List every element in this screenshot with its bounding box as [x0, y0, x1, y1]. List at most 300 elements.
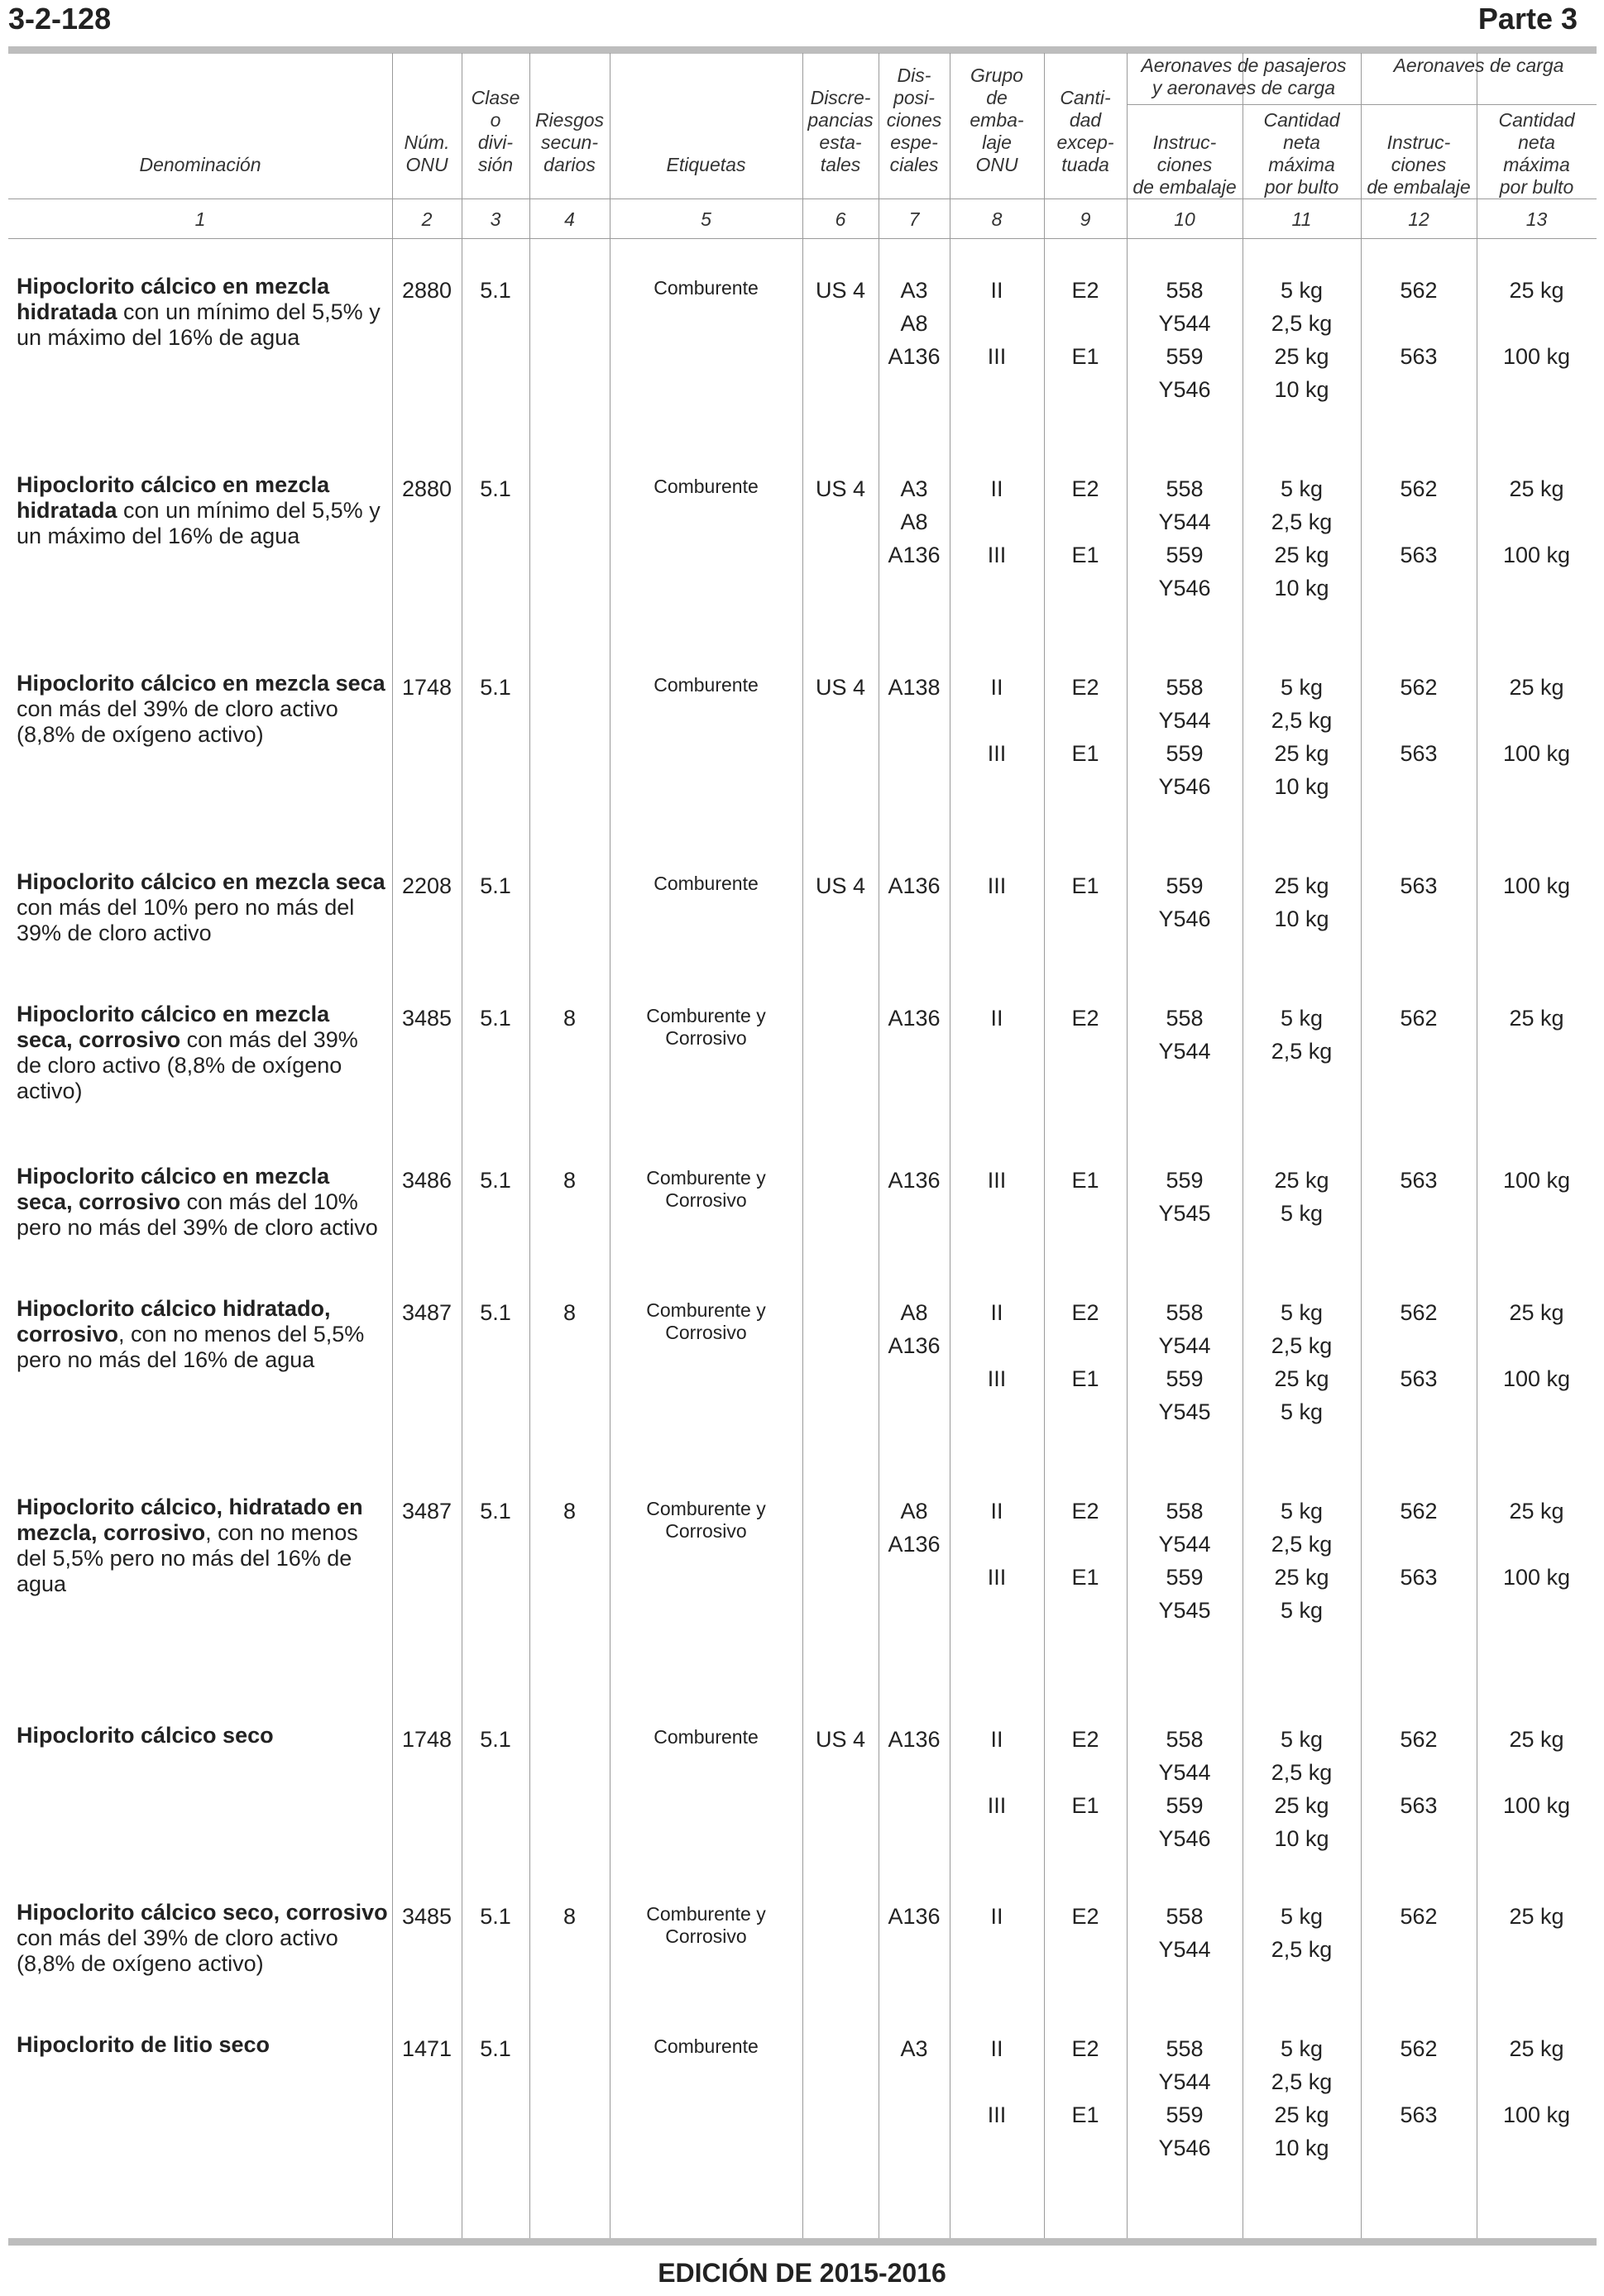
cargo-max-quantity: 100 kg: [1502, 1565, 1571, 1590]
denomination-cell: [8, 1870, 392, 2002]
passenger-packing-instruction-cell: [1127, 244, 1243, 442]
cargo-packing-instruction: 563: [1400, 344, 1438, 369]
secondary-risk-cell: [529, 442, 610, 641]
secondary-risk-cell: [529, 972, 610, 1134]
special-provision-cell: [879, 972, 950, 1134]
edition-footer: EDICIÓN DE 2015-2016: [658, 2258, 946, 2288]
cargo-packing-instruction: 563: [1400, 1793, 1438, 1818]
passenger-max-quantity-cell: [1243, 2002, 1361, 2184]
column-number: 3: [490, 208, 501, 230]
passenger-max-quantity: 5 kg: [1280, 1904, 1324, 1929]
class-division: 5.1: [480, 675, 511, 700]
cargo-max-quantity: [1477, 1594, 1597, 1627]
packing-group: [950, 1822, 1044, 1855]
special-provision: A8: [900, 1499, 928, 1523]
packing-group: II: [990, 1006, 1003, 1031]
state-variation: [802, 1495, 879, 1528]
excepted-quantity: [1044, 572, 1127, 605]
state-variation-cell: [802, 442, 879, 641]
packing-group: III: [987, 344, 1007, 369]
passenger-max-quantity: 5 kg: [1280, 1499, 1324, 1523]
page-part-label: Parte 3: [1477, 2, 1578, 36]
denomination-rest: con un mínimo del 5,5% y un máximo del 16% de agua: [17, 299, 381, 350]
onu-number: 3487: [401, 1499, 452, 1523]
state-variation: US 4: [815, 873, 866, 898]
cargo-packing-instruction: 562: [1400, 2036, 1438, 2061]
excepted-quantity: [1044, 1197, 1127, 1230]
cargo-max-quantity: 100 kg: [1502, 543, 1571, 567]
onu-number-cell: [392, 244, 462, 442]
excepted-quantity: E1: [1071, 873, 1099, 898]
class-division-cell: [462, 1465, 529, 1693]
denomination-rest: con más del 39% de cloro activo (8,8% de oxígeno activo): [17, 1925, 338, 1976]
packing-group: III: [987, 1366, 1007, 1391]
passenger-max-quantity-cell: [1243, 1266, 1361, 1465]
onu-number: 1748: [401, 1727, 452, 1752]
passenger-max-quantity-cell: [1243, 244, 1361, 442]
passenger-packing-instruction-cell: [1127, 1465, 1243, 1693]
excepted-quantity: E2: [1071, 2036, 1099, 2061]
cargo-packing-instruction-cell: [1361, 244, 1477, 442]
packing-group: [950, 1594, 1044, 1627]
passenger-packing-instruction-cell: [1127, 1134, 1243, 1266]
passenger-max-quantity-cell: [1243, 972, 1361, 1134]
passenger-max-quantity-cell: [1243, 1870, 1361, 2002]
excepted-quantity: [1044, 2065, 1127, 2098]
cargo-max-quantity-cell: [1477, 244, 1597, 442]
excepted-quantity: E1: [1071, 543, 1099, 567]
denomination-cell: [8, 2002, 392, 2184]
excepted-quantity-cell: [1044, 1134, 1127, 1266]
denomination-bold: Hipoclorito de litio seco: [17, 2032, 271, 2057]
passenger-packing-instruction: Y544: [1158, 509, 1211, 534]
packing-group: III: [987, 1793, 1007, 1818]
passenger-packing-instruction: 558: [1166, 675, 1204, 700]
excepted-quantity: E2: [1071, 1904, 1099, 1929]
packing-group-cell: [950, 1266, 1044, 1465]
cargo-max-quantity-cell: [1477, 1870, 1597, 2002]
denomination-rest: , con no menos del 5,5% pero no más del 16% de agua: [17, 1322, 365, 1372]
passenger-packing-instruction: 558: [1166, 476, 1204, 501]
passenger-max-quantity: 2,5 kg: [1271, 1333, 1333, 1358]
labels-cell: [610, 641, 802, 839]
passenger-packing-instruction: Y545: [1158, 1201, 1211, 1226]
cargo-max-quantity: 100 kg: [1502, 741, 1571, 766]
secondary-risk-cell: [529, 839, 610, 972]
class-division: 5.1: [480, 1006, 511, 1031]
bottom-rule: [8, 2238, 1597, 2246]
excepted-quantity: [1044, 902, 1127, 935]
passenger-packing-instruction: Y544: [1158, 708, 1211, 733]
onu-number: 3486: [401, 1168, 452, 1193]
header-group-carga: Aeronaves de carga: [1393, 55, 1564, 76]
special-provision: [879, 1789, 950, 1822]
header-discrepancias: Discre- pancias esta- tales: [807, 87, 874, 175]
denomination-cell: [8, 244, 392, 442]
passenger-packing-instruction: Y546: [1158, 1826, 1211, 1851]
class-division-cell: [462, 1870, 529, 2002]
denomination-rest: con más del 10% pero no más del 39% de cloro activo: [17, 895, 355, 945]
packing-group: II: [990, 278, 1003, 303]
onu-number-cell: [392, 1693, 462, 1870]
onu-number: 1471: [401, 2036, 452, 2061]
passenger-packing-instruction: 559: [1166, 1168, 1204, 1193]
passenger-packing-instruction-cell: [1127, 972, 1243, 1134]
excepted-quantity-cell: [1044, 1266, 1127, 1465]
onu-number-cell: [392, 839, 462, 972]
secondary-risk-cell: [529, 1465, 610, 1693]
passenger-max-quantity: 25 kg: [1274, 2102, 1329, 2127]
labels-cell: [610, 1134, 802, 1266]
passenger-max-quantity: 25 kg: [1274, 1168, 1329, 1193]
header-divider: [8, 238, 1597, 239]
secondary-risk-cell: [529, 641, 610, 839]
denomination-bold: Hipoclorito cálcico en mezcla hidratada: [17, 274, 330, 324]
passenger-max-quantity: 2,5 kg: [1271, 311, 1333, 336]
cargo-packing-instruction: 562: [1400, 1727, 1438, 1752]
special-provision-cell: [879, 641, 950, 839]
denomination-cell: [8, 1266, 392, 1465]
table-row: [8, 1465, 1597, 1693]
excepted-quantity-cell: [1044, 2002, 1127, 2184]
secondary-risk: [529, 1723, 610, 1756]
packing-group: II: [990, 675, 1003, 700]
packing-group: II: [990, 1300, 1003, 1325]
packing-group: II: [990, 476, 1003, 501]
denomination-bold: Hipoclorito cálcico hidratado, corrosivo: [17, 1296, 331, 1347]
excepted-quantity-cell: [1044, 244, 1127, 442]
class-division: 5.1: [480, 1168, 511, 1193]
secondary-risk: [529, 2032, 610, 2065]
excepted-quantity: E2: [1071, 278, 1099, 303]
excepted-quantity: [1044, 1594, 1127, 1627]
cargo-packing-instruction: [1361, 1933, 1477, 1966]
cargo-packing-instruction: [1361, 1756, 1477, 1789]
cargo-packing-instruction: 562: [1400, 278, 1438, 303]
cargo-packing-instruction-cell: [1361, 1870, 1477, 2002]
cargo-max-quantity: [1477, 902, 1597, 935]
packing-group: [950, 902, 1044, 935]
header-denominacion: Denominación: [139, 154, 261, 175]
denomination-cell: [8, 1465, 392, 1693]
onu-number: 3485: [401, 1006, 452, 1031]
denomination-rest: con más del 10% pero no más del 39% de cloro activo: [17, 1189, 378, 1240]
cargo-packing-instruction: 563: [1400, 543, 1438, 567]
cargo-packing-instruction: [1361, 307, 1477, 340]
cargo-max-quantity: [1477, 505, 1597, 538]
class-division: 5.1: [480, 2036, 511, 2061]
cargo-max-quantity: 25 kg: [1509, 2036, 1564, 2061]
state-variation: [802, 1900, 879, 1933]
special-provision: [879, 1362, 950, 1395]
onu-number: 3487: [401, 1300, 452, 1325]
packing-group: [950, 505, 1044, 538]
table-row: [8, 1134, 1597, 1266]
special-provision: A136: [888, 1727, 941, 1752]
passenger-max-quantity: 5 kg: [1280, 1300, 1324, 1325]
excepted-quantity: E1: [1071, 1565, 1099, 1590]
excepted-quantity: [1044, 704, 1127, 737]
special-provision-cell: [879, 839, 950, 972]
special-provision: [879, 1561, 950, 1594]
passenger-max-quantity: 2,5 kg: [1271, 1937, 1333, 1962]
labels-cell: [610, 442, 802, 641]
packing-group-cell: [950, 244, 1044, 442]
special-provision-cell: [879, 1266, 950, 1465]
cargo-max-quantity-cell: [1477, 442, 1597, 641]
hazard-label: Comburente: [654, 277, 759, 299]
onu-number: 2880: [401, 278, 452, 303]
onu-number-cell: [392, 1465, 462, 1693]
passenger-max-quantity: 5 kg: [1280, 1399, 1324, 1424]
packing-group: III: [987, 873, 1007, 898]
special-provision-cell: [879, 1134, 950, 1266]
excepted-quantity: E2: [1071, 675, 1099, 700]
denomination-bold: Hipoclorito cálcico en mezcla seca: [17, 671, 385, 696]
state-variation-cell: [802, 1465, 879, 1693]
passenger-packing-instruction-cell: [1127, 1693, 1243, 1870]
column-number: 11: [1291, 208, 1312, 230]
cargo-packing-instruction-cell: [1361, 972, 1477, 1134]
excepted-quantity-cell: [1044, 1465, 1127, 1693]
special-provision: [879, 902, 950, 935]
passenger-max-quantity: 5 kg: [1280, 1006, 1324, 1031]
cargo-packing-instruction: [1361, 373, 1477, 406]
packing-group-cell: [950, 641, 1044, 839]
cargo-packing-instruction: 563: [1400, 741, 1438, 766]
cargo-packing-instruction: 563: [1400, 1168, 1438, 1193]
special-provision: A8: [900, 1300, 928, 1325]
special-provision: A136: [888, 1006, 941, 1031]
passenger-packing-instruction: Y546: [1158, 377, 1211, 402]
passenger-max-quantity: 10 kg: [1274, 576, 1329, 600]
column-number: 5: [701, 208, 711, 230]
labels-cell: [610, 839, 802, 972]
packing-group: [950, 704, 1044, 737]
special-provision: A136: [888, 543, 941, 567]
cargo-max-quantity: [1477, 1933, 1597, 1966]
packing-group: [950, 1197, 1044, 1230]
excepted-quantity: E2: [1071, 1006, 1099, 1031]
excepted-quantity: [1044, 1933, 1127, 1966]
onu-number-cell: [392, 2002, 462, 2184]
excepted-quantity-cell: [1044, 1693, 1127, 1870]
special-provision-cell: [879, 2002, 950, 2184]
class-division-cell: [462, 442, 529, 641]
secondary-risk: 8: [563, 1904, 577, 1929]
labels-cell: [610, 244, 802, 442]
passenger-max-quantity-cell: [1243, 641, 1361, 839]
special-provision: [879, 1756, 950, 1789]
passenger-max-quantity-cell: [1243, 1134, 1361, 1266]
passenger-max-quantity: 25 kg: [1274, 1565, 1329, 1590]
special-provision: A136: [888, 1904, 941, 1929]
packing-group: III: [987, 543, 1007, 567]
cargo-packing-instruction: [1361, 1329, 1477, 1362]
cargo-max-quantity: 100 kg: [1502, 344, 1571, 369]
excepted-quantity: E2: [1071, 476, 1099, 501]
passenger-packing-instruction: Y544: [1158, 311, 1211, 336]
passenger-packing-instruction: 559: [1166, 741, 1204, 766]
passenger-max-quantity: 10 kg: [1274, 906, 1329, 931]
cargo-max-quantity: [1477, 1197, 1597, 1230]
cargo-packing-instruction-cell: [1361, 839, 1477, 972]
special-provision: A8: [900, 311, 928, 336]
passenger-packing-instruction: Y544: [1158, 1039, 1211, 1064]
packing-group: [950, 2131, 1044, 2164]
special-provision: [879, 1822, 950, 1855]
passenger-max-quantity: 2,5 kg: [1271, 509, 1333, 534]
onu-number-cell: [392, 1266, 462, 1465]
cargo-max-quantity: 100 kg: [1502, 1366, 1571, 1391]
special-provision: [879, 704, 950, 737]
passenger-packing-instruction: Y545: [1158, 1598, 1211, 1623]
group-underline: [1127, 104, 1597, 105]
excepted-quantity: [1044, 2131, 1127, 2164]
passenger-max-quantity: 2,5 kg: [1271, 1039, 1333, 1064]
onu-number-cell: [392, 1870, 462, 2002]
excepted-quantity: [1044, 1329, 1127, 1362]
passenger-max-quantity: 25 kg: [1274, 741, 1329, 766]
denomination-bold: Hipoclorito cálcico, hidratado en mezcla, corrosivo: [17, 1495, 363, 1545]
special-provision-cell: [879, 1870, 950, 2002]
state-variation-cell: [802, 839, 879, 972]
packing-group: [950, 1933, 1044, 1966]
secondary-risk: 8: [563, 1499, 577, 1523]
state-variation: [802, 1002, 879, 1035]
denomination-rest: con más del 39% de cloro activo (8,8% de oxígeno activo): [17, 1027, 358, 1103]
denomination-bold: Hipoclorito cálcico en mezcla seca, corrosivo: [17, 1164, 330, 1214]
passenger-max-quantity: 5 kg: [1280, 1201, 1324, 1226]
cargo-packing-instruction: [1361, 1822, 1477, 1855]
cargo-packing-instruction: [1361, 770, 1477, 803]
packing-group-cell: [950, 839, 1044, 972]
labels-cell: [610, 1870, 802, 2002]
cargo-max-quantity: [1477, 704, 1597, 737]
cargo-packing-instruction: [1361, 2065, 1477, 2098]
class-division: 5.1: [480, 1499, 511, 1523]
cargo-max-quantity: 25 kg: [1509, 278, 1564, 303]
table-row: [8, 244, 1597, 442]
secondary-risk-cell: [529, 2002, 610, 2184]
denomination-bold: Hipoclorito cálcico en mezcla seca, corrosivo: [17, 1002, 330, 1052]
denomination-rest: con más del 39% de cloro activo (8,8% de oxígeno activo): [17, 696, 338, 747]
cargo-max-quantity: 25 kg: [1509, 1006, 1564, 1031]
cargo-max-quantity: 100 kg: [1502, 1168, 1571, 1193]
cargo-max-quantity: [1477, 1756, 1597, 1789]
cargo-max-quantity: [1477, 1035, 1597, 1068]
hazard-label: Comburente y Corrosivo: [646, 1005, 766, 1049]
excepted-quantity-cell: [1044, 442, 1127, 641]
passenger-packing-instruction: 559: [1166, 873, 1204, 898]
passenger-max-quantity: 2,5 kg: [1271, 708, 1333, 733]
secondary-risk: 8: [563, 1168, 577, 1193]
class-division-cell: [462, 839, 529, 972]
cargo-packing-instruction-cell: [1361, 1465, 1477, 1693]
cargo-max-quantity: 100 kg: [1502, 2102, 1571, 2127]
secondary-risk-cell: [529, 1266, 610, 1465]
excepted-quantity: E2: [1071, 1300, 1099, 1325]
cargo-packing-instruction: 562: [1400, 1499, 1438, 1523]
passenger-max-quantity-cell: [1243, 839, 1361, 972]
class-division: 5.1: [480, 278, 511, 303]
column-number: 13: [1525, 208, 1548, 230]
hazard-label: Comburente: [654, 873, 759, 894]
onu-number-cell: [392, 442, 462, 641]
special-provision: A136: [888, 1532, 941, 1557]
packing-group-cell: [950, 1465, 1044, 1693]
header-disposiciones: Dis- posi- ciones espe- ciales: [886, 65, 942, 175]
column-number: 2: [421, 208, 433, 230]
column-number: 10: [1174, 208, 1195, 230]
cargo-packing-instruction: [1361, 505, 1477, 538]
cargo-max-quantity: [1477, 2131, 1597, 2164]
cargo-packing-instruction-cell: [1361, 2002, 1477, 2184]
passenger-packing-instruction: 558: [1166, 1006, 1204, 1031]
cargo-packing-instruction: 563: [1400, 1565, 1438, 1590]
passenger-max-quantity: 5 kg: [1280, 476, 1324, 501]
header-riesgos: Riesgos secun- darios: [534, 109, 605, 175]
state-variation: US 4: [815, 1727, 866, 1752]
packing-group: [950, 1756, 1044, 1789]
packing-group-cell: [950, 2002, 1044, 2184]
packing-group-cell: [950, 1693, 1044, 1870]
passenger-packing-instruction: 559: [1166, 1366, 1204, 1391]
hazard-label: Comburente: [654, 674, 759, 696]
denomination-bold: Hipoclorito cálcico en mezcla hidratada: [17, 472, 330, 523]
onu-number-cell: [392, 1134, 462, 1266]
passenger-packing-instruction: Y544: [1158, 1937, 1211, 1962]
cargo-max-quantity: 100 kg: [1502, 1793, 1571, 1818]
cargo-max-quantity: 25 kg: [1509, 476, 1564, 501]
passenger-max-quantity: 2,5 kg: [1271, 2069, 1333, 2094]
cargo-packing-instruction-cell: [1361, 1134, 1477, 1266]
secondary-risk: [529, 472, 610, 505]
hazard-label: Comburente: [654, 2035, 759, 2057]
cargo-max-quantity: 25 kg: [1509, 1727, 1564, 1752]
header-instrucciones-carga: Instruc- ciones de embalaje: [1367, 132, 1471, 198]
header-num-onu: Núm. ONU: [404, 132, 450, 175]
denomination-cell: [8, 442, 392, 641]
cargo-max-quantity-cell: [1477, 972, 1597, 1134]
excepted-quantity: E2: [1071, 1727, 1099, 1752]
column-number: 9: [1080, 208, 1091, 230]
table-row: [8, 1266, 1597, 1465]
cargo-packing-instruction: 562: [1400, 476, 1438, 501]
cargo-max-quantity-cell: [1477, 641, 1597, 839]
special-provision: [879, 2065, 950, 2098]
hazard-label: Comburente y Corrosivo: [646, 1299, 766, 1343]
excepted-quantity-cell: [1044, 972, 1127, 1134]
passenger-packing-instruction: 559: [1166, 344, 1204, 369]
packing-group: III: [987, 741, 1007, 766]
cargo-packing-instruction: 562: [1400, 1904, 1438, 1929]
special-provision: [879, 1594, 950, 1627]
special-provision: A138: [888, 675, 941, 700]
cargo-max-quantity: [1477, 373, 1597, 406]
cargo-packing-instruction: 562: [1400, 1006, 1438, 1031]
passenger-max-quantity: 5 kg: [1280, 2036, 1324, 2061]
passenger-packing-instruction: Y546: [1158, 906, 1211, 931]
class-division-cell: [462, 641, 529, 839]
onu-number: 2208: [401, 873, 452, 898]
table-row: [8, 1870, 1597, 2002]
excepted-quantity: E1: [1071, 741, 1099, 766]
packing-group: III: [987, 1565, 1007, 1590]
passenger-max-quantity: 5 kg: [1280, 1598, 1324, 1623]
denomination-cell: [8, 1134, 392, 1266]
cargo-max-quantity-cell: [1477, 839, 1597, 972]
